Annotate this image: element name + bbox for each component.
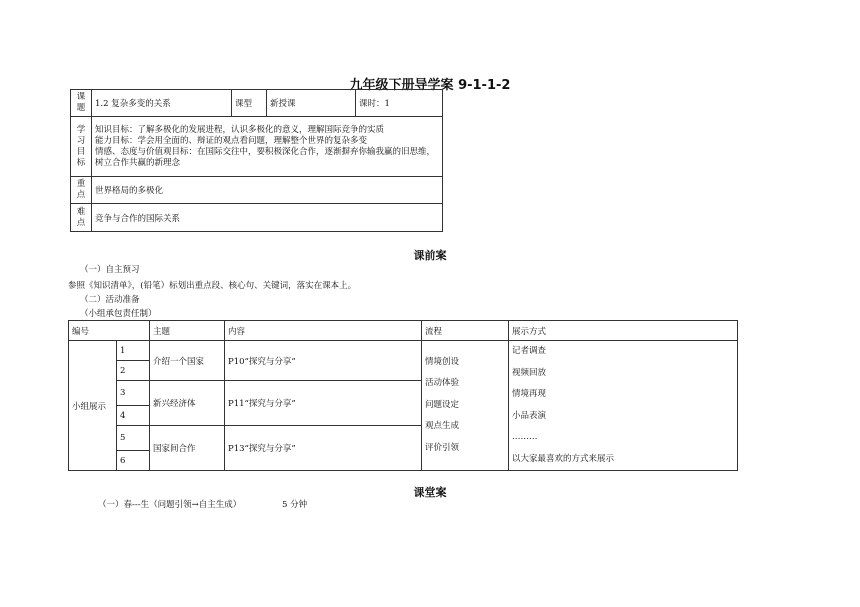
goal-line: 情感、态度与价值观目标：在国际交往中，要积极深化合作，逐渐摒弃你输我赢的旧思维， — [95, 146, 436, 157]
pre-class-heading: 课前案 — [413, 249, 447, 262]
topic-label: 课题 — [71, 90, 92, 117]
period-value: 课时：1 — [356, 90, 443, 117]
header-process: 流程 — [422, 321, 509, 341]
header-display: 展示方式 — [509, 321, 738, 341]
content-cell: P11“探究与分享” — [225, 381, 422, 426]
process-item: 观点生成 — [425, 421, 460, 432]
number-cell: 1 — [116, 341, 149, 361]
topic-cell: 介绍一个国家 — [150, 341, 225, 381]
content-cell: P13“探究与分享” — [225, 426, 422, 471]
activity-note: （小组承包责任制） — [80, 309, 157, 319]
display-item: 视频回放 — [512, 367, 547, 378]
difficult-point-value: 竞争与合作的国际关系 — [92, 204, 443, 232]
number-cell: 4 — [116, 406, 149, 426]
difficult-point-label: 难点 — [71, 204, 92, 232]
class-step-1-time: 5 分钟 — [282, 500, 308, 510]
number-cell: 3 — [116, 381, 149, 406]
in-class-heading: 课堂案 — [413, 486, 447, 499]
display-item: 情境再现 — [512, 389, 547, 399]
goal-line: 能力目标：学会用全面的、辩证的观点看问题，理解整个世界的复杂多变 — [95, 135, 368, 146]
learning-goals — [92, 117, 443, 177]
topic-value: 1.2 复杂多变的关系 — [92, 90, 232, 117]
goal-line: 树立合作共赢的新理念 — [95, 157, 181, 168]
content-cell: P10“探究与分享” — [225, 341, 422, 381]
display-cell — [509, 341, 738, 471]
group-display-label: 小组展示 — [69, 341, 117, 471]
document-title: 九年级下册导学案 9-1-1-2 — [349, 78, 511, 93]
type-label: 课型 — [232, 90, 267, 117]
header-number: 编号 — [69, 321, 150, 341]
process-item: 情境创设 — [425, 356, 460, 367]
process-item: 评价引领 — [425, 442, 460, 453]
key-point-value: 世界格局的多极化 — [92, 177, 443, 204]
process-cell — [422, 341, 509, 471]
number-cell: 2 — [116, 361, 149, 381]
key-point-label: 重点 — [71, 177, 92, 204]
display-item: 以大家最喜欢的方式来展示 — [512, 453, 615, 464]
self-study-title: （一）自主预习 — [80, 265, 140, 275]
activity-title: （二）活动准备 — [80, 295, 140, 305]
topic-cell: 新兴经济体 — [150, 381, 225, 426]
goals-label: 学习目标 — [71, 117, 92, 177]
topic-cell: 国家间合作 — [150, 426, 225, 471]
class-step-1: （一）春---生（问题引领→自主生成） — [98, 500, 242, 510]
header-content: 内容 — [225, 321, 422, 341]
goal-line: 知识目标：了解多极化的发展进程，认识多极化的意义，理解国际竞争的实质 — [95, 124, 385, 135]
activity-table — [68, 320, 738, 471]
display-item: ……… — [512, 432, 538, 442]
display-item: 记者调查 — [512, 346, 547, 356]
number-cell: 5 — [116, 426, 149, 451]
header-topic: 主题 — [150, 321, 225, 341]
number-cell: 6 — [116, 451, 149, 471]
type-value: 新授课 — [267, 90, 356, 117]
self-study-text: 参照《知识清单》，(铅笔）标划出重点段、核心句、关键词，落实在课本上。 — [68, 281, 357, 291]
process-item: 活动体验 — [425, 378, 460, 389]
display-item: 小品表演 — [512, 410, 547, 421]
process-item: 问题设定 — [425, 399, 460, 410]
lesson-info-table — [70, 89, 443, 232]
